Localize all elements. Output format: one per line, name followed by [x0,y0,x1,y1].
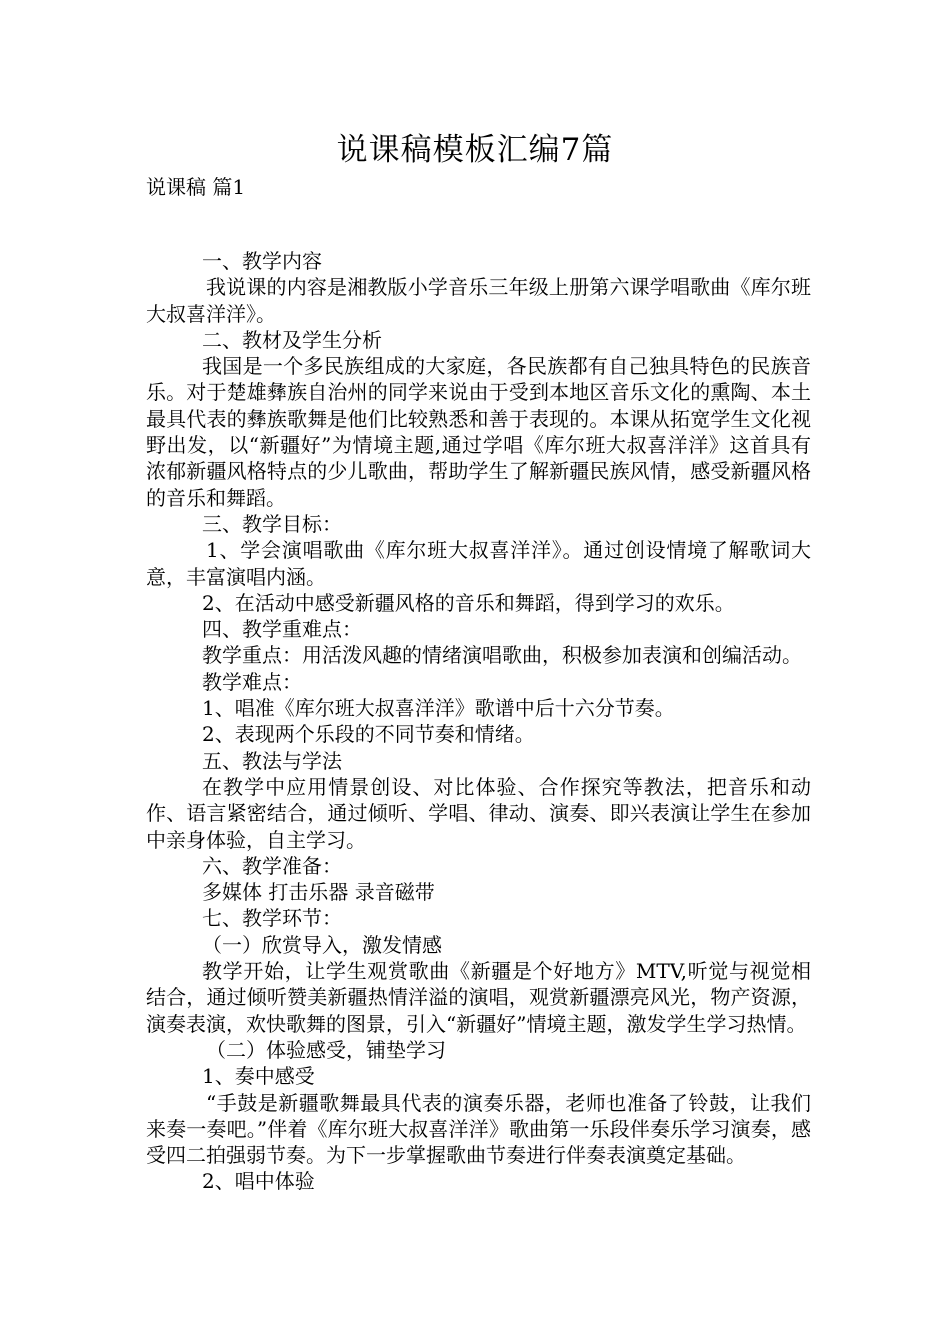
paragraph: 1、奏中感受 [202,1064,315,1089]
paragraph: 1、唱准《库尔班大叔喜洋洋》歌谱中后十六分节奏。 [202,696,675,721]
paragraph: 2、唱中体验 [202,1169,315,1194]
paragraph: 在教学中应用情景创设、对比体验、合作探究等教法，把音乐和动作、语言紧密结合，通过倾听、学唱、律动、演奏、即兴表演让学生在参加中亲身体验，自主学习。 [146,774,811,852]
document-body [146,248,811,1195]
paragraph: 教学重点：用活泼风趣的情绪演唱歌曲，积极参加表演和创编活动。 [202,643,802,668]
paragraph: （二）体验感受，铺垫学习 [206,1037,446,1062]
paragraph: 教学难点： [202,669,302,694]
paragraph: 2、在活动中感受新疆风格的音乐和舞蹈，得到学习的欢乐。 [202,590,735,615]
paragraph: 四、教学重难点： [202,617,362,642]
paragraph: 五、教法与学法 [202,748,342,773]
paragraph: 教学开始，让学生观赏歌曲《新疆是个好地方》MTV,听觉与视觉相结合，通过倾听赞美新疆热情洋溢的演唱，观赏新疆漂亮风光，物产资源，演奏表演，欢快歌舞的图景，引入“新疆好”情境主题，激发学生学习热情。 [146,959,811,1036]
paragraph: 二、教材及学生分析 [202,327,382,352]
paragraph: 2、表现两个乐段的不同节奏和情绪。 [202,722,535,747]
paragraph: 三、教学目标： [202,511,342,536]
paragraph: 我说课的内容是湘教版小学音乐三年级上册第六课学唱歌曲《库尔班大叔喜洋洋》。 [146,275,811,326]
document-title: 说课稿模板汇编7篇 [336,132,614,168]
paragraph: 七、教学环节： [202,906,342,931]
paragraph: 一、教学内容 [202,249,322,273]
paragraph: 我国是一个多民族组成的大家庭，各民族都有自己独具特色的民族音乐。对于楚雄彝族自治州的同学来说由于受到本地区音乐文化的熏陶、本土最具代表的彝族歌舞是他们比较熟悉和善于表现的。本课从拓宽学生文化视野出发，以“新疆好”为情境主题,通过学唱《库尔班大叔喜洋洋》这首具有浓郁新疆风格特点的少儿歌曲，帮助学生了解新疆民族风情，感受新疆风格的音乐和舞蹈。 [146,354,811,510]
section-label: 说课稿 篇1 [146,175,246,199]
paragraph: 六、教学准备： [202,853,342,878]
paragraph: 1、学会演唱歌曲《库尔班大叔喜洋洋》。通过创设情境了解歌词大意，丰富演唱内涵。 [146,538,811,589]
paragraph: （一）欣赏导入，激发情感 [202,932,442,957]
paragraph: “手鼓是新疆歌舞最具代表的演奏乐器，老师也准备了铃鼓，让我们来奏一奏吧。”伴着《库尔班大叔喜洋洋》歌曲第一乐段伴奏乐学习演奏，感受四二拍强弱节奏。为下一步掌握歌曲节奏进行伴奏表演奠定基础。 [146,1090,811,1168]
paragraph: 多媒体 打击乐器 录音磁带 [202,880,435,905]
